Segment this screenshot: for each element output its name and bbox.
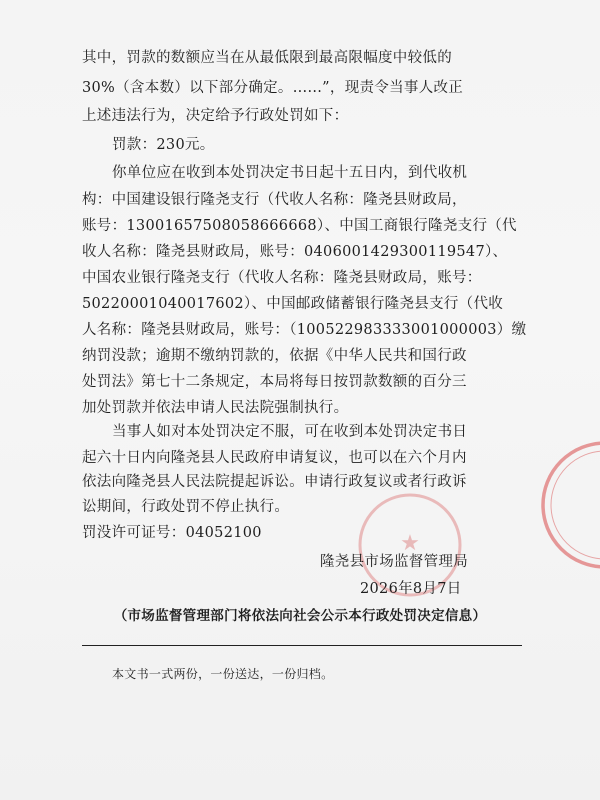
body-line: 人名称：隆尧县财政局，账号：（100522983333001000003）缴 <box>82 322 527 338</box>
body-line: 中国农业银行隆尧支行（代收人名称：隆尧县财政局，账号： <box>82 270 482 286</box>
license-number-line: 罚没许可证号：04052100 <box>82 525 262 541</box>
body-line: 讼期间，行政处罚不停止执行。 <box>82 499 290 515</box>
body-line: 收人名称：隆尧县财政局，账号：0406001429300119547）、 <box>82 244 508 260</box>
body-line: 依法向隆尧县人民法院提起诉讼。申请行政复议或者行政诉 <box>82 474 467 490</box>
footer-note: 本文书一式两份，一份送达，一份归档。 <box>112 667 334 681</box>
issuing-agency: 隆尧县市场监督管理局 <box>320 554 468 570</box>
edge-seal <box>530 430 600 580</box>
body-line: 上述违法行为，决定给予行政处罚如下： <box>82 108 349 124</box>
body-line: 加处罚款并依法申请人民法院强制执行。 <box>82 400 349 416</box>
body-line: 构：中国建设银行隆尧支行（代收人名称：隆尧县财政局， <box>82 192 467 208</box>
body-line: 处罚法》第七十二条规定，本局将每日按罚款数额的百分三 <box>82 374 467 390</box>
fine-amount-line: 罚款：230元。 <box>112 137 215 153</box>
body-line: 其中，罚款的数额应当在从最低限到最高限幅度中较低的 <box>82 50 452 66</box>
divider-line <box>82 645 522 646</box>
public-notice: （市场监督管理部门将依法向社会公示本行政处罚决定信息） <box>113 608 487 624</box>
body-line: 你单位应在收到本处罚决定书日起十五日内，到代收机 <box>112 165 468 181</box>
issue-date: 2026年8月7日 <box>360 581 462 597</box>
body-line: 30%（含本数）以下部分确定。......”，现责令当事人改正 <box>82 80 464 96</box>
body-line: 纳罚没款；逾期不缴纳罚款的，依据《中华人民共和国行政 <box>82 348 467 364</box>
body-line: 账号：13001657508058666668）、中国工商银行隆尧支行（代 <box>82 218 517 234</box>
body-line: 当事人如对本处罚决定不服，可在收到本处罚决定书日 <box>112 424 468 440</box>
svg-text:★: ★ <box>400 531 420 556</box>
body-line: 50220001040017602）、中国邮政储蓄银行隆尧县支行（代收 <box>82 296 504 312</box>
body-line: 起六十日内向隆尧县人民政府申请复议，也可以在六个月内 <box>82 450 467 466</box>
